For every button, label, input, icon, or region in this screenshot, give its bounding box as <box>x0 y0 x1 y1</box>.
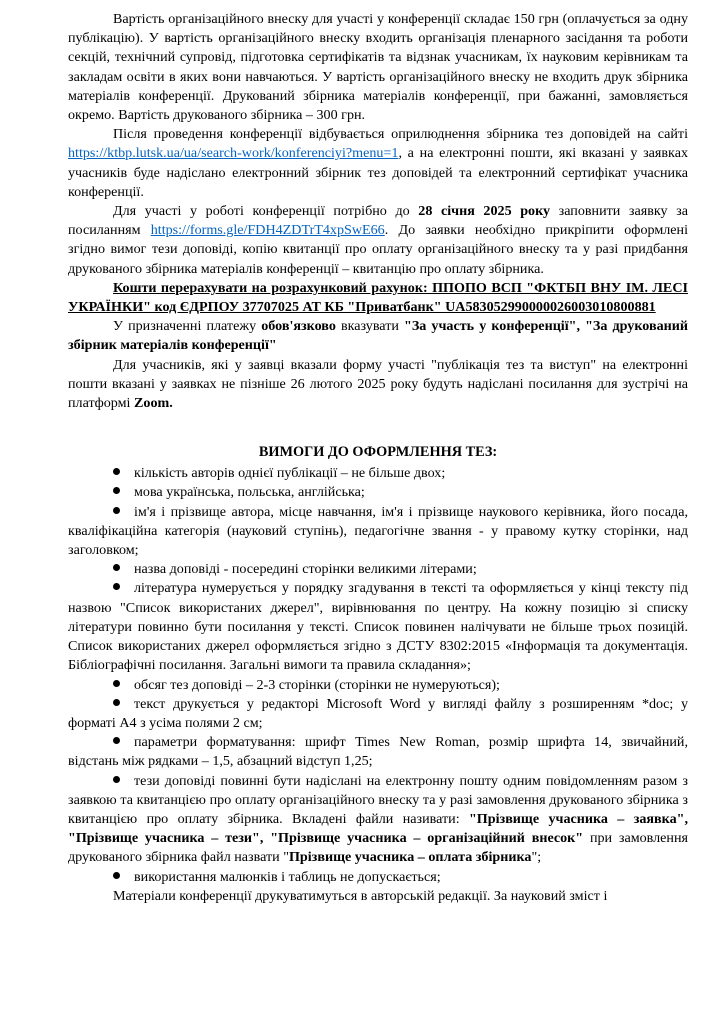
list-item-text: назва доповіді - посередині сторінки великими літерами; <box>134 561 477 578</box>
bullet-icon <box>113 872 120 879</box>
bullet-icon <box>113 776 120 783</box>
bullet-icon <box>113 583 120 590</box>
payment-purpose <box>68 317 688 355</box>
application-text-mid: заповнити заявку за посиланням <box>68 203 689 239</box>
purpose-text: У призначенні платежу <box>113 318 262 335</box>
bullet-icon <box>113 737 120 744</box>
zoom-platform: Zoom. <box>134 395 173 412</box>
list-item-text: ім'я і прізвище автора, місце навчання, ім'я і прізвище наукового керівника, його посада, кваліфікаційна категорія (науковий ступінь), педагогічне звання - у правому кутку сторінки, над заголовком; <box>68 503 688 559</box>
list-item-text: параметри форматування: шрифт Times New Roman, розмір шрифта 14, звичайний, відстань між рядками – 1,5, абзацний відступ 1,25; <box>68 734 688 770</box>
list-item-text: використання малюнків і таблиць не допускається; <box>134 868 441 885</box>
application-paragraph <box>68 202 688 279</box>
application-form-link[interactable]: https://forms.gle/FDH4ZDTrT4xpSwE66 <box>150 222 385 239</box>
file-name-comma: , <box>684 810 688 827</box>
list-item <box>68 560 688 579</box>
purpose-text-mid: вказувати <box>335 318 405 335</box>
document-page <box>68 10 688 906</box>
list-item <box>68 464 688 483</box>
list-item-text-end: "; <box>531 849 542 866</box>
list-item-text-mid: при замовлення друкованого збірника файл назвати " <box>68 830 689 866</box>
list-item-text: мова українська, польська, англійська; <box>134 484 365 501</box>
list-item <box>68 579 688 675</box>
bullet-icon <box>113 680 120 687</box>
list-item-text: кількість авторів однієї публікації – не більше двох; <box>134 465 446 482</box>
list-item <box>68 676 688 695</box>
fee-paragraph: Вартість організаційного внеску для участі у конференції складає 150 грн (оплачується за одну публікацію). У вартість організаційного внеску входить організація пленарного засідання та роботи секцій, технічний супровід, підготовка сертифікатів та відзнак учасникам, їх науковим керівникам та закладам освіти в яких вони навчаються. У вартість організаційного внеску не входить друк збірника матеріалів конференції. Друкований збірника матеріалів конференції, при бажанні, замовляється окремо. Вартість друкованого збірника – 300 грн. <box>68 11 688 124</box>
bullet-icon <box>113 564 120 571</box>
list-item <box>68 695 688 733</box>
publication-text: Після проведення конференції відбувається оприлюднення збірника тез доповідей на сайті <box>113 126 688 143</box>
list-item-text: текст друкується у редакторі Microsoft Word у вигляді файлу з розширенням *doc; у форматі А4 з усіма полями 2 см; <box>68 695 688 731</box>
purpose-option-participation: "За участь у конференції" <box>404 318 577 335</box>
application-text: Для участі у роботі конференції потрібно до <box>113 203 419 220</box>
bullet-icon <box>113 468 120 475</box>
website-link[interactable]: https://ktbp.lutsk.ua/ua/search-work/konferenciyi?menu=1 <box>68 145 399 162</box>
purpose-option-collection: "За друкований збірник матеріалів конференції" <box>68 318 689 354</box>
application-text-end: . До заявки необхідно прикріпити оформлені згідно вимог тези доповіді, копію квитанції про оплату організаційного внеску та у разі придбання друкованого збірника матеріалів конференції – квитанцію про оплату збірника. <box>68 222 688 277</box>
list-item-text: література нумерується у порядку згадування в тексті та оформляється у кінці тексту під назвою "Список використаних джерел", вирівнювання по центру. На кожну позицію зі списку літератури повинно бути посилання у тексті. Список повинен налічувати не більше трьох позицій. Список використаних джерел оформляється згідно з ДСТУ 8302:2015 «Інформація та документація. Бібліографічні посилання. Загальні вимоги та правила складання»; <box>68 580 688 674</box>
spacer <box>68 413 688 443</box>
list-item <box>68 503 688 561</box>
file-name-comma: , <box>259 830 271 847</box>
list-item <box>68 483 688 502</box>
publication-text-end: , а на електронні пошти, які вказані у заявках учасників буде надіслано електронний збірник тез доповідей та електронний сертифікат учасника конференції. <box>68 145 688 200</box>
bank-account <box>68 279 688 317</box>
requirements-list <box>68 464 688 886</box>
deadline-date: 28 січня 2025 року <box>418 203 551 220</box>
list-item <box>68 868 688 887</box>
zoom-paragraph <box>68 356 688 414</box>
file-name-theses: "Прізвище учасника – тези" <box>68 830 260 847</box>
bank-account-text: Кошти перерахувати на розрахунковий рахунок: ППОПО ВСП "ФКТБП ВНУ ІМ. ЛЕСІ УКРАЇНКИ" код ЄДРПОУ 37707025 АТ КБ "Приватбанк" UA583052990000026003010800881 <box>68 279 688 316</box>
list-item <box>68 733 688 771</box>
list-item-text: тези доповіді повинні бути надіслані на електронну пошту одним повідомленням разом з заявкою та квитанцією про оплату організаційного внеску та у разі замовлення друкованого збірника з квитанцією про оплату збірника. Вкладені файли називати: <box>68 772 688 827</box>
publication-paragraph <box>68 125 688 202</box>
zoom-text: Для учасників, які у заявці вказали форму участі "публікація тез та виступ" на електронні пошти вказані у заявках не пізніше 26 лютого 2025 року будуть надіслані посилання для зустрічі на платформі <box>68 356 688 412</box>
list-item-text: обсяг тез доповіді – 2-3 сторінки (сторінки не нумеруються); <box>134 676 500 693</box>
file-name-application: "Прізвище учасника – заявка" <box>468 810 685 827</box>
purpose-comma: , <box>576 318 586 335</box>
file-name-collection-payment: Прізвище учасника – оплата збірника <box>288 849 532 866</box>
list-item <box>68 772 688 868</box>
bullet-icon <box>113 699 120 706</box>
closing-paragraph: Матеріали конференції друкуватимуться в авторській редакції. За науковий зміст і <box>113 887 608 904</box>
bullet-icon <box>113 487 120 494</box>
file-name-fee: "Прізвище учасника – організаційний внесок" <box>270 830 584 847</box>
requirements-heading: ВИМОГИ ДО ОФОРМЛЕННЯ ТЕЗ: <box>258 444 498 461</box>
bullet-icon <box>113 507 120 514</box>
purpose-mandatory: обов'язково <box>261 318 336 335</box>
